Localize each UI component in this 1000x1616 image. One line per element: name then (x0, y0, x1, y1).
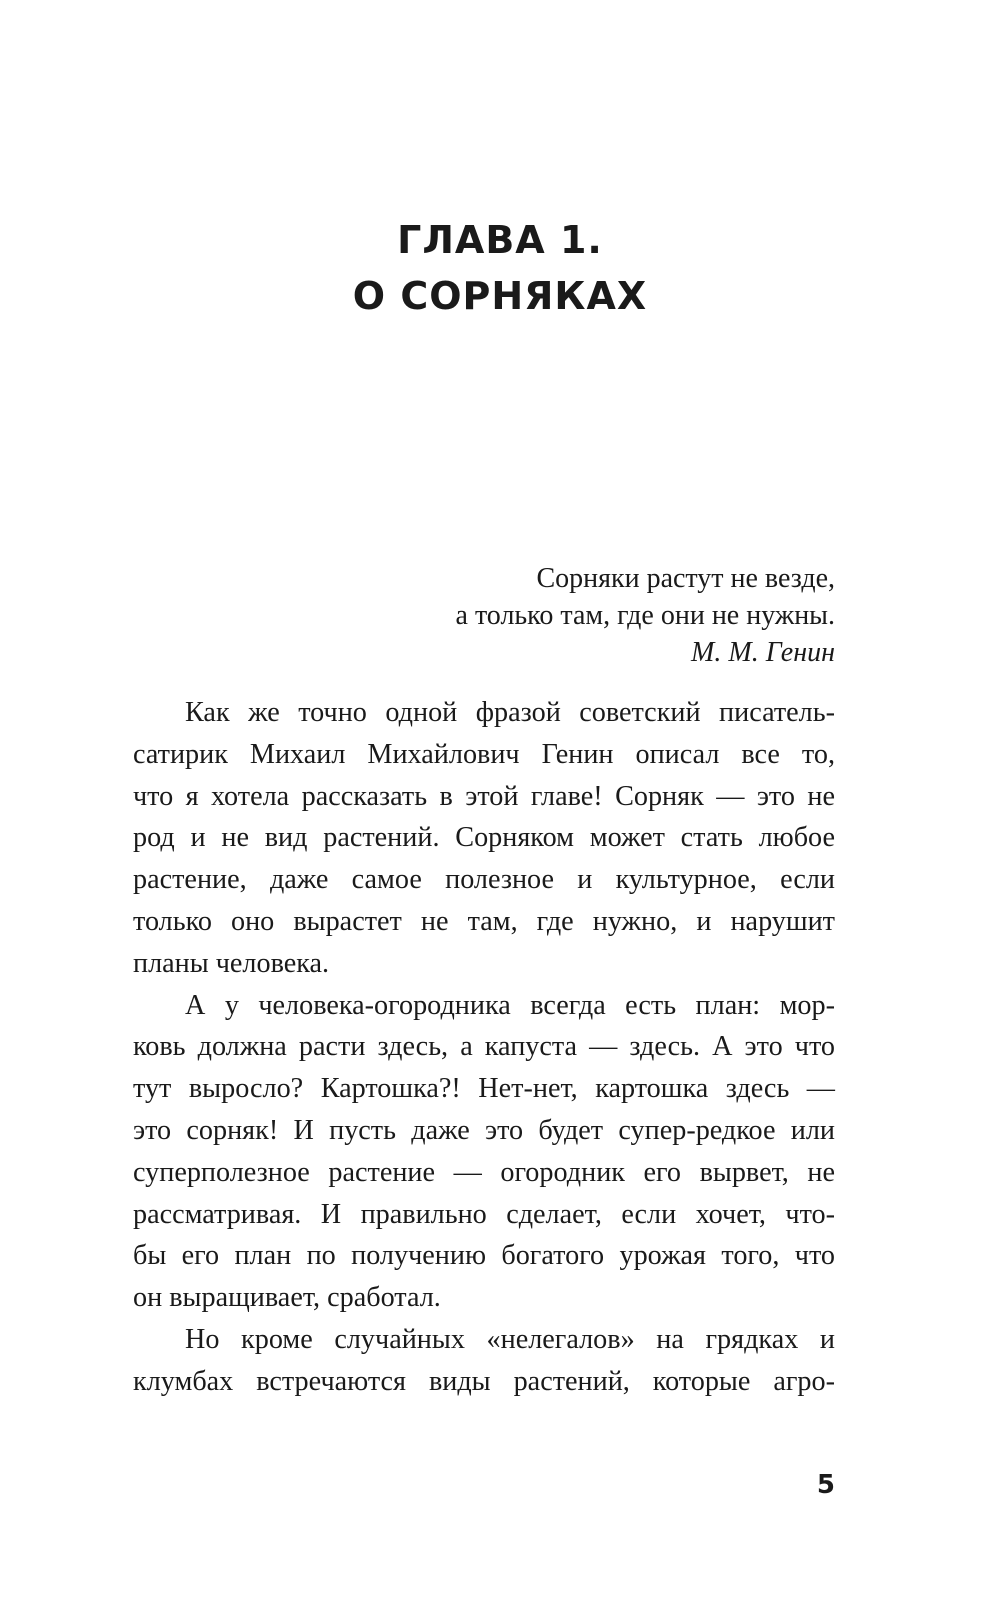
text-line: род и не вид растений. Сорняком может стать любое (133, 822, 835, 854)
paragraph (133, 1319, 835, 1403)
text-line: растение, даже самое полезное и культурное, если (133, 864, 835, 896)
text-line: суперполезное растение — огородник его вырвет, не (133, 1156, 835, 1188)
text-line: сатирик Михаил Михайлович Генин описал все то, (133, 738, 835, 770)
text-line: тут выросло? Картошка?! Нет-нет, картошка здесь — (133, 1073, 835, 1105)
text-line: он выращивает, сработал. (133, 1282, 441, 1314)
chapter-title (0, 212, 1000, 324)
text-line: рассматривая. И правильно сделает, если хочет, что- (133, 1198, 835, 1230)
epigraph-line: Сорняки растут не везде, (536, 563, 835, 594)
text-line: ковь должна расти здесь, а капуста — здесь. А это что (133, 1031, 835, 1063)
epigraph-author: М. М. Генин (691, 637, 835, 668)
text-line: бы его план по получению богатого урожая того, что (133, 1240, 835, 1272)
text-line: Как же точно одной фразой советский писатель- (185, 697, 835, 728)
page-number: 5 (816, 1470, 835, 1500)
text-line: планы человека. (133, 947, 330, 979)
paragraph (133, 985, 835, 1319)
body-text (133, 692, 835, 1403)
text-line: А у человека-огородника всегда есть план: мор- (185, 989, 835, 1021)
epigraph (456, 560, 835, 671)
text-line: клумбах встречаются виды растений, которые агро- (133, 1365, 835, 1397)
text-line: это сорняк! И пусть даже это будет супер-редкое или (133, 1114, 835, 1146)
text-line: Но кроме случайных «нелегалов» на грядках и (185, 1323, 835, 1355)
chapter-number: ГЛАВА 1. (397, 218, 603, 262)
chapter-name: О СОРНЯКАХ (352, 274, 648, 318)
text-line: что я хотела рассказать в этой главе! Сорняк — это не (133, 780, 835, 812)
paragraph (133, 692, 835, 985)
epigraph-line: а только там, где они не нужны. (455, 600, 835, 631)
text-line: только оно вырастет не там, где нужно, и нарушит (133, 905, 835, 937)
